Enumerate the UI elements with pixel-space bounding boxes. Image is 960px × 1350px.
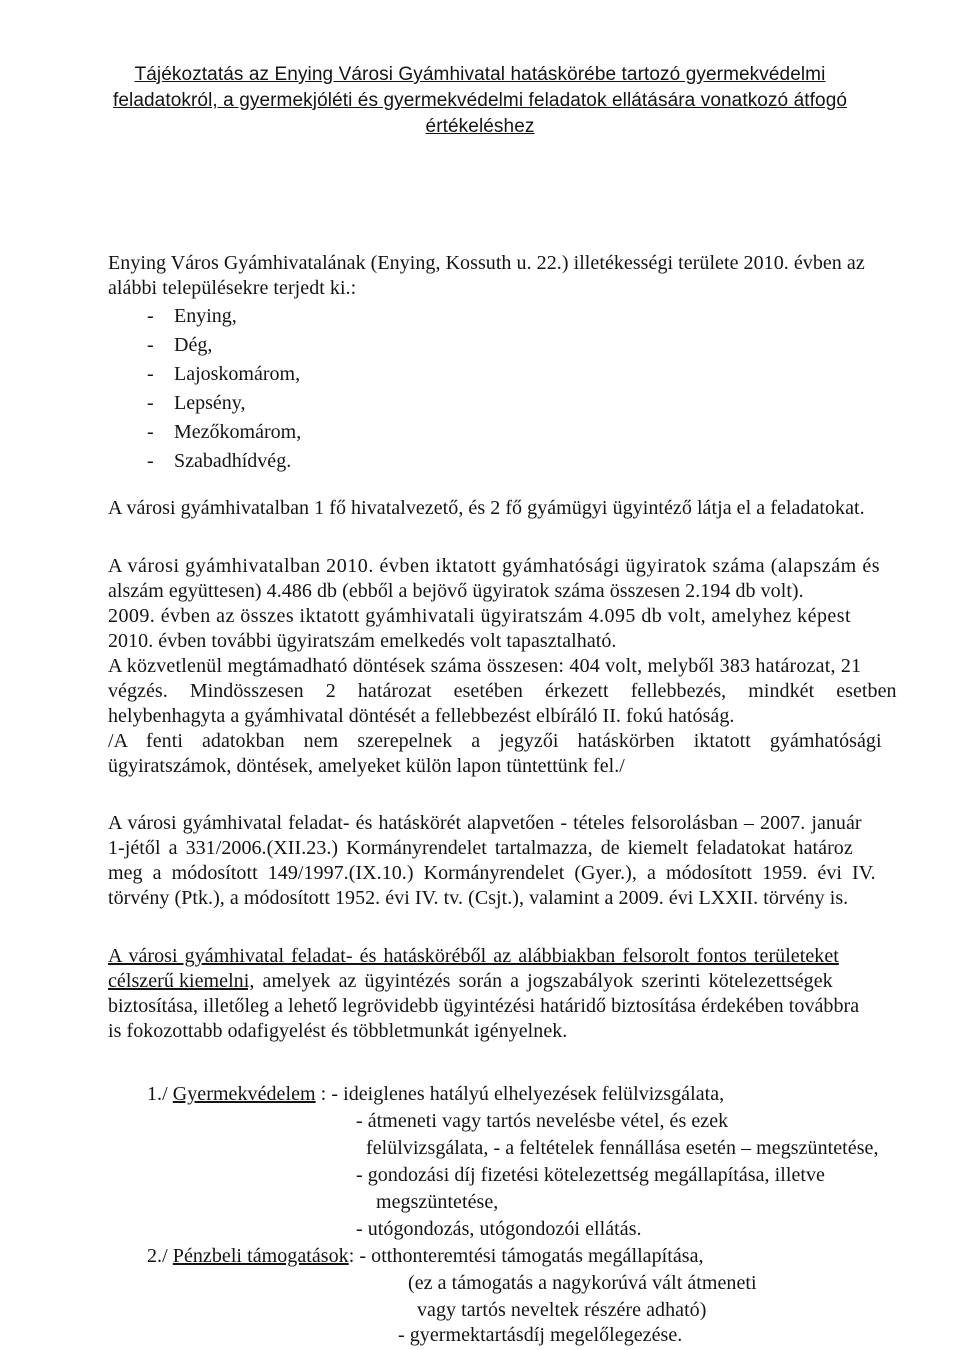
item-line: - gyermektartásdíj megelőlegezése. (398, 1324, 683, 1346)
item-separator: : (348, 1245, 360, 1267)
focus-line-1: A városi gyámhivatal feladat- és hatásköréből az alábbiakban felsorolt fontos területeket (108, 945, 839, 967)
document-title-line-3: értékeléshez (425, 116, 535, 137)
stats-line-9: ügyiratszámok, döntések, amelyeket külön lapon tüntettünk fel./ (108, 755, 625, 777)
law-line-2: 1-jétől a 331/2006.(XII.23.) Kormányrendelet tartalmazza, de kiemelt feladatokat határoz (108, 837, 853, 859)
item-line: vagy tartós neveltek részére adható) (417, 1299, 707, 1321)
dash-marker: - (147, 421, 154, 443)
item-heading: Pénzbeli támogatások (172, 1245, 349, 1267)
item-line: megszüntetése, (376, 1191, 499, 1213)
item-separator: : (315, 1083, 332, 1105)
stats-line-5: A közvetlenül megtámadható döntések száma összesen: 404 volt, melyből 383 határozat, 21 (108, 655, 862, 677)
item-line: felülvizsgálata, - a feltételek fennállása esetén – megszüntetése, (366, 1137, 879, 1159)
item-line: - utógondozás, utógondozói ellátás. (356, 1218, 642, 1240)
stats-line-1: A városi gyámhivatalban 2010. évben iktatott gyámhatósági ügyiratok száma (alapszám és (108, 555, 881, 577)
settlement-name: Lepsény, (174, 392, 246, 414)
dash-marker: - (147, 450, 154, 472)
item-line: - gondozási díj fizetési kötelezettség megállapítása, illetve (356, 1164, 825, 1186)
dash-marker: - (147, 334, 154, 356)
law-line-3: meg a módosított 149/1997.(IX.10.) Kormányrendelet (Gyer.), a módosított 1959. évi IV. (108, 862, 876, 884)
item-heading: Gyermekvédelem (172, 1083, 316, 1105)
item-line: - otthonteremtési támogatás megállapítása, (359, 1245, 704, 1267)
dash-marker: - (147, 305, 154, 327)
item-line: (ez a támogatás a nagykorúvá vált átmeneti (408, 1272, 757, 1294)
law-line-1: A városi gyámhivatal feladat- és hatáskörét alapvetően - tételes felsorolásban – 2007. január (108, 812, 862, 834)
focus-line-2 (108, 970, 833, 993)
task-item-2 (147, 1245, 704, 1268)
item-line: - átmeneti vagy tartós nevelésbe vétel, és ezek (356, 1110, 729, 1132)
document-title-line-1: Tájékoztatás az Enying Városi Gyámhivatal hatáskörébe tartozó gyermekvédelmi (134, 64, 826, 85)
stats-line-4: 2010. évben további ügyiratszám emelkedés volt tapasztalható. (108, 630, 617, 652)
stats-line-8: /A fenti adatokban nem szerepelnek a jegyzői hatáskörben iktatott gyámhatósági (108, 730, 882, 752)
stats-line-6: végzés. Mindösszesen 2 határozat esetében érkezett fellebbezés, mindkét esetben (108, 680, 897, 702)
item-line: - ideiglenes hatályú elhelyezések felülvizsgálata, (331, 1083, 725, 1105)
focus-highlight: célszerű kiemelni, (108, 970, 255, 992)
item-number: 2./ (147, 1245, 173, 1267)
dash-marker: - (147, 363, 154, 385)
staff-paragraph: A városi gyámhivatalban 1 fő hivatalvezető, és 2 fő gyámügyi ügyintéző látja el a feladatokat. (108, 497, 865, 519)
intro-line-2: alábbi településekre terjedt ki.: (108, 277, 357, 299)
settlement-name: Enying, (174, 305, 237, 327)
stats-line-3: 2009. évben az összes iktatott gyámhivatali ügyiratszám 4.095 db volt, amelyhez képest (108, 605, 851, 627)
task-item-1 (147, 1083, 724, 1106)
focus-line-3: biztosítása, illetőleg a lehető legrövidebb ügyintézési határidő biztosítása érdekében továbbra (108, 995, 860, 1017)
dash-marker: - (147, 392, 154, 414)
focus-line-2-rest: amelyek az ügyintézés során a jogszabályok szerinti kötelezettségek (254, 970, 833, 992)
stats-line-2: alszám együttesen) 4.486 db (ebből a bejövő ügyiratok száma összesen 2.194 db volt). (108, 580, 804, 602)
settlement-name: Dég, (174, 334, 213, 356)
settlement-name: Mezőkomárom, (174, 421, 302, 443)
focus-line-4: is fokozottabb odafigyelést és többletmunkát igényelnek. (108, 1020, 568, 1042)
stats-line-7: helybenhagyta a gyámhivatal döntését a fellebbezést elbíráló II. fokú hatóság. (108, 705, 735, 727)
law-line-4: törvény (Ptk.), a módosított 1952. évi IV. tv. (Csjt.), valamint a 2009. évi LXXII. törvény is. (108, 887, 849, 909)
settlement-name: Lajoskomárom, (174, 363, 301, 385)
document-title-line-2: feladatokról, a gyermekjóléti és gyermekvédelmi feladatok ellátására vonatkozó átfogó (112, 90, 848, 111)
item-number: 1./ (147, 1083, 173, 1105)
settlement-name: Szabadhídvég. (174, 450, 292, 472)
intro-line-1: Enying Város Gyámhivatalának (Enying, Kossuth u. 22.) illetékességi területe 2010. évben az (108, 252, 865, 274)
